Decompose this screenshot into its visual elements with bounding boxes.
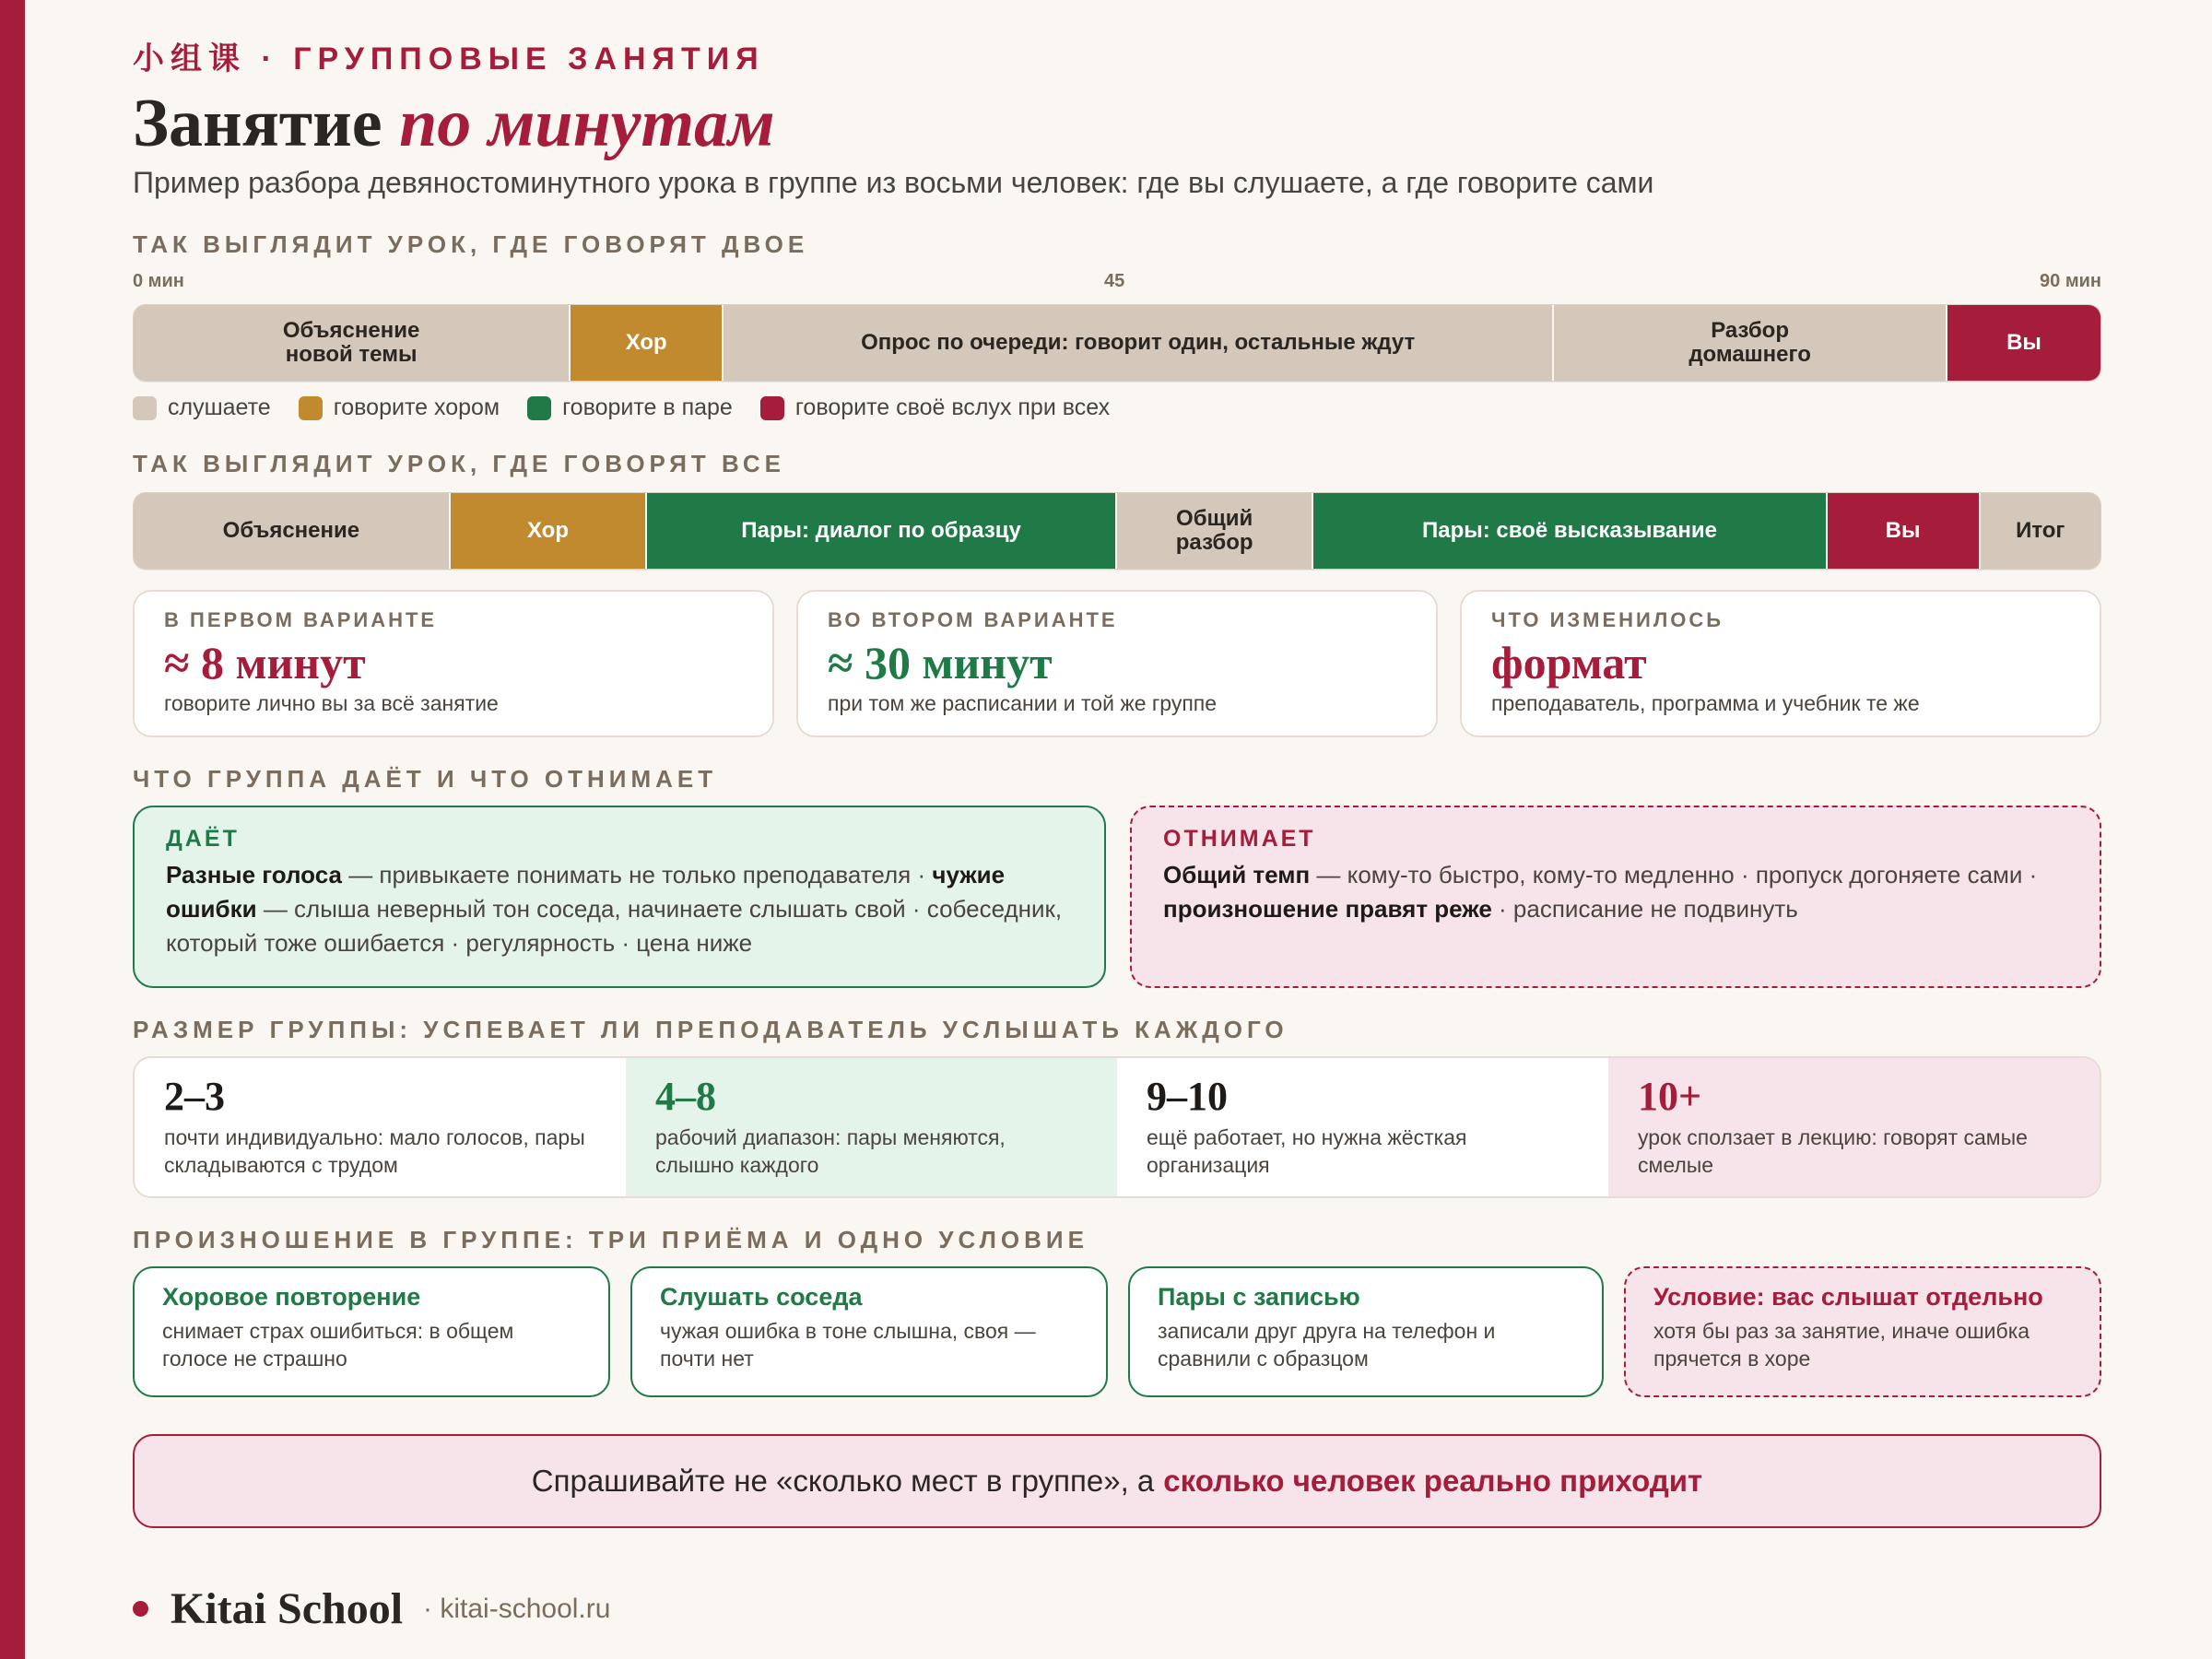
gives-bold-2: чужие ошибки <box>166 861 1006 923</box>
legend-label: говорите в паре <box>562 394 733 420</box>
size-cell <box>1608 1058 2100 1196</box>
callout-text: Спрашивайте не «сколько мест в группе», а <box>531 1464 1155 1498</box>
stat-label: ЧТО ИЗМЕНИЛОСЬ <box>1491 608 1724 631</box>
technique-desc: записали друг друга на телефон и сравнили с образцом <box>1158 1319 1496 1371</box>
size-desc: урок сползает в лекцию: говорят самые смелые <box>1638 1125 2028 1177</box>
stat-card-change <box>1460 590 2101 737</box>
stat-caption: говорите лично вы за всё занятие <box>164 691 499 715</box>
timeline-segment: Хор <box>571 305 724 381</box>
axis-mid: 45 <box>1104 271 1125 291</box>
takes-text <box>1163 858 2068 926</box>
eyebrow: 小组课 · ГРУППОВЫЕ ЗАНЯТИЯ <box>133 41 765 76</box>
timeline-segment: Пары: диалог по образцу <box>647 493 1117 569</box>
legend-swatch <box>527 396 551 420</box>
timeline-segment: Общий разбор <box>1117 493 1313 569</box>
callout-highlight: сколько человек реально приходит <box>1163 1464 1703 1498</box>
stat-card-first <box>133 590 774 737</box>
condition-desc: хотя бы раз за занятие, иначе ошибка прячется в хоре <box>1653 1319 2030 1371</box>
gives-title: ДАЁТ <box>166 826 240 852</box>
legend-swatch <box>133 396 157 420</box>
axis-start: 0 мин <box>133 271 184 291</box>
takes-bold-2: произношение правят реже <box>1163 895 1492 923</box>
timeline-segment: Объяснение <box>134 493 451 569</box>
legend-label: говорите своё вслух при всех <box>794 394 1111 420</box>
timeline-lesson2 <box>133 492 2101 570</box>
timeline-segment: Вы <box>1947 305 2100 381</box>
stat-label: В ПЕРВОМ ВАРИАНТЕ <box>164 608 438 631</box>
stat-caption: преподаватель, программа и учебник те же <box>1491 691 1920 715</box>
site-link[interactable]: · kitai-school.ru <box>423 1593 611 1624</box>
section-heading-group: ЧТО ГРУППА ДАЁТ И ЧТО ОТНИМАЕТ <box>133 765 718 793</box>
section-heading-lesson1: ТАК ВЫГЛЯДИТ УРОК, ГДЕ ГОВОРЯТ ДВОЕ <box>133 230 809 258</box>
timeline-segment: Вы <box>1828 493 1981 569</box>
takes-card <box>1130 806 2101 988</box>
timeline-lesson1 <box>133 304 2101 382</box>
stat-value: ≈ 8 минут <box>164 637 366 688</box>
takes-title: ОТНИМАЕТ <box>1163 826 1316 852</box>
stat-value: формат <box>1491 637 1647 688</box>
size-range: 9–10 <box>1147 1074 1228 1119</box>
legend-item <box>299 394 500 421</box>
brand-dot-icon <box>133 1601 148 1617</box>
section-heading-lesson2: ТАК ВЫГЛЯДИТ УРОК, ГДЕ ГОВОРЯТ ВСЕ <box>133 450 785 477</box>
gives-text-2: — слыша неверный тон соседа, начинаете слышать свой · собеседник, который тоже ошибается · регулярность · цена ниже <box>166 895 1063 957</box>
size-cell <box>626 1058 1117 1196</box>
stat-value: ≈ 30 минут <box>828 637 1053 688</box>
takes-text-1: — кому-то быстро, кому-то медленно · пропуск догоняете сами · <box>1310 861 2038 888</box>
technique-card <box>1128 1266 1604 1397</box>
gives-text <box>166 858 1073 960</box>
technique-card <box>630 1266 1108 1397</box>
size-desc: рабочий диапазон: пары меняются, слышно каждого <box>655 1125 1006 1177</box>
group-size-strip <box>133 1056 2101 1198</box>
takes-bold-1: Общий темп <box>1163 861 1311 888</box>
size-desc: почти индивидуально: мало голосов, пары складываются с трудом <box>164 1125 585 1177</box>
gives-card <box>133 806 1106 988</box>
footer <box>133 1583 610 1634</box>
title-accent: по минутам <box>399 86 775 161</box>
title-plain: Занятие <box>133 86 382 161</box>
size-cell <box>1117 1058 1608 1196</box>
legend-swatch <box>760 396 784 420</box>
section-heading-sizes: РАЗМЕР ГРУППЫ: УСПЕВАЕТ ЛИ ПРЕПОДАВАТЕЛЬ УСЛЫШАТЬ КАЖДОГО <box>133 1016 1288 1043</box>
timeline-segment: Объяснение новой темы <box>134 305 571 381</box>
legend-label: говорите хором <box>333 394 500 420</box>
gives-bold-1: Разные голоса <box>166 861 342 888</box>
technique-title: Хоровое повторение <box>162 1283 421 1311</box>
legend-item <box>133 394 271 421</box>
timeline-segment: Разбор домашнего <box>1554 305 1947 381</box>
section-heading-pronunciation: ПРОИЗНОШЕНИЕ В ГРУППЕ: ТРИ ПРИЁМА И ОДНО УСЛОВИЕ <box>133 1226 1088 1253</box>
axis-end: 90 мин <box>2040 271 2101 291</box>
size-desc: ещё работает, но нужна жёсткая организация <box>1147 1125 1467 1177</box>
technique-title: Пары с записью <box>1158 1283 1360 1311</box>
brand-name: Kitai School <box>171 1584 404 1633</box>
legend-item <box>760 394 1110 421</box>
legend-item <box>527 394 733 421</box>
stat-card-second <box>796 590 1438 737</box>
timeline-segment: Пары: своё высказывание <box>1313 493 1827 569</box>
technique-desc: снимает страх ошибиться: в общем голосе не страшно <box>162 1319 514 1371</box>
timeline-segment: Опрос по очереди: говорит один, остальные ждут <box>724 305 1554 381</box>
accent-stripe <box>0 0 25 1659</box>
legend <box>133 394 1110 421</box>
technique-card <box>133 1266 610 1397</box>
size-cell <box>135 1058 626 1196</box>
timeline-segment: Итог <box>1981 493 2100 569</box>
condition-title: Условие: вас слышат отдельно <box>1653 1283 2043 1311</box>
technique-desc: чужая ошибка в тоне слышна, своя — почти нет <box>660 1319 1036 1371</box>
condition-card <box>1624 1266 2101 1397</box>
timeline-segment: Хор <box>451 493 647 569</box>
stat-label: ВО ВТОРОМ ВАРИАНТЕ <box>828 608 1118 631</box>
takes-text-2: · расписание не подвинуть <box>1491 895 1798 923</box>
callout-banner <box>133 1434 2101 1528</box>
size-range: 2–3 <box>164 1074 225 1119</box>
technique-title: Слушать соседа <box>660 1283 863 1311</box>
subtitle: Пример разбора девяностоминутного урока в группе из восьми человек: где вы слушаете, а где говорите сами <box>133 166 1654 199</box>
page-title <box>133 85 775 163</box>
legend-swatch <box>299 396 323 420</box>
legend-label: слушаете <box>168 394 271 420</box>
gives-text-1: — привыкаете понимать не только преподавателя · <box>341 861 933 888</box>
size-range: 4–8 <box>655 1074 716 1119</box>
stat-caption: при том же расписании и той же группе <box>828 691 1218 715</box>
size-range: 10+ <box>1638 1074 1702 1119</box>
